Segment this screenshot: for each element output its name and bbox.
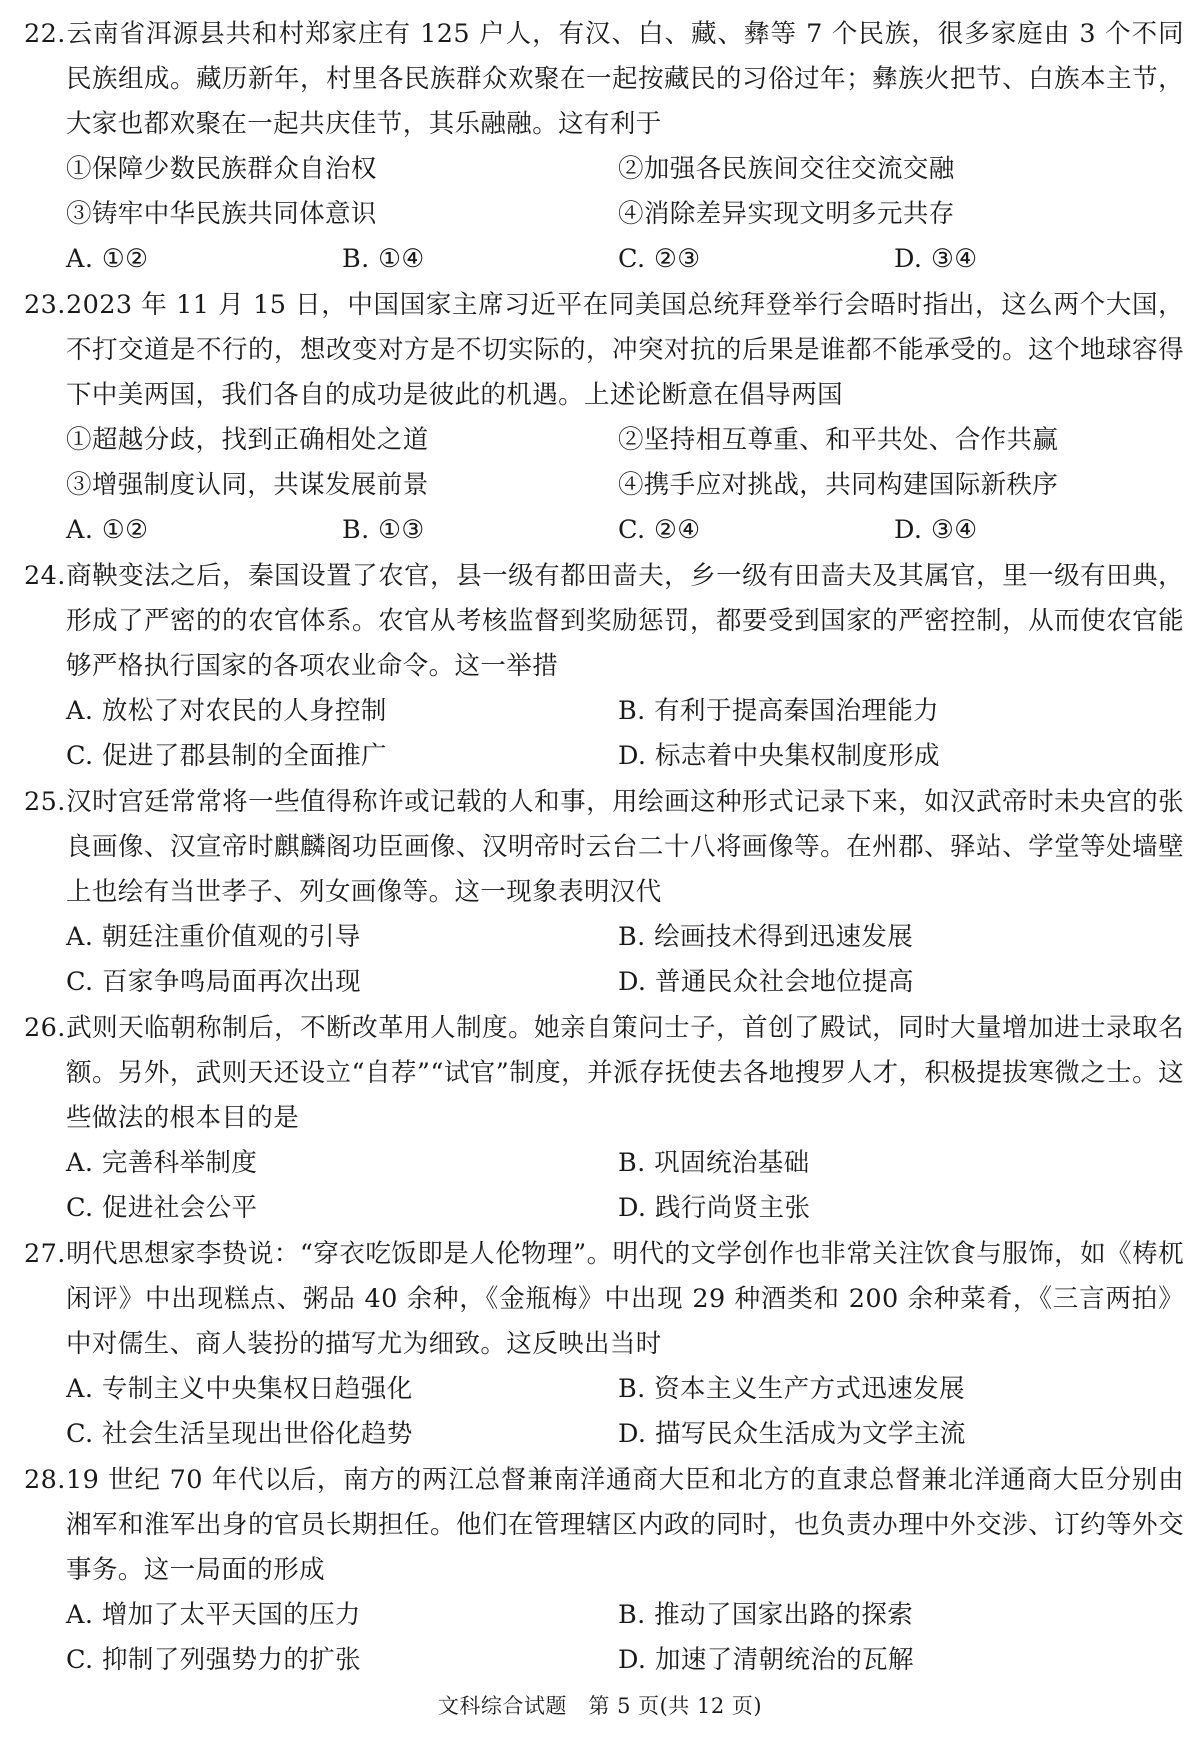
stem-text: 汉时宫廷常常将一些值得称许或记载的人和事，用绘画这种形式记录下来，如汉武帝时未央宫的张良画像、汉宣帝时麒麟阁功臣画像、汉明帝时云台二十八将画像等。在州郡、驿站、学堂等处墙壁上也绘有当世孝子、列女画像等。这一现象表明汉代: [66, 787, 1184, 907]
option-d: D. 描写民众生活成为文学主流: [618, 1419, 966, 1449]
option-row: [24, 960, 1184, 1005]
option-b: B. 绘画技术得到迅速发展: [618, 922, 914, 952]
option-d: D. 标志着中央集权制度形成: [618, 741, 940, 771]
option-c: C. 社会生活呈现出世俗化趋势: [66, 1419, 413, 1449]
question-stem: [24, 283, 1184, 418]
question-27: [24, 1232, 1184, 1457]
option-c: C. 促进社会公平: [66, 1193, 258, 1223]
question-number: 24.: [24, 561, 66, 591]
option-row: [24, 508, 1184, 553]
question-stem: [24, 1458, 1184, 1593]
option-b: B. 巩固统治基础: [618, 1148, 810, 1178]
stem-text: 2023 年 11 月 15 日，中国国家主席习近平在同美国总统拜登举行会晤时指出，这么两个大国，不打交道是不行的，想改变对方是不切实际的，冲突对抗的后果是谁都不能承受的。这个地球容得下中美两国，我们各自的成功是彼此的机遇。上述论断意在倡导两国: [66, 290, 1184, 410]
statement-row: [24, 147, 1184, 192]
statement: ②加强各民族间交往交流交融: [618, 154, 955, 184]
question-25: [24, 780, 1184, 1005]
statement: ④携手应对挑战，共同构建国际新秩序: [618, 470, 1059, 500]
question-number: 27.: [24, 1239, 66, 1269]
option-row: [24, 1141, 1184, 1186]
question-number: 25.: [24, 787, 66, 817]
option-b: B. 有利于提高秦国治理能力: [618, 696, 940, 726]
option-c: C. 抑制了列强势力的扩张: [66, 1645, 362, 1675]
option-b: B. 推动了国家出路的探索: [618, 1600, 914, 1630]
option-b: B. ①③: [342, 515, 425, 545]
option-a: A. 完善科举制度: [66, 1148, 258, 1178]
statement: ①超越分歧，找到正确相处之道: [66, 425, 429, 455]
option-a: A. 增加了太平天国的压力: [66, 1600, 361, 1630]
stem-text: 明代思想家李贽说：“穿衣吃饭即是人伦物理”。明代的文学创作也非常关注饮食与服饰，如《梼杌闲评》中出现糕点、粥品 40 余种，《金瓶梅》中出现 29 种酒类和 200 余种菜肴，《三言两拍》中对儒生、商人装扮的描写尤为细致。这反映出当时: [66, 1239, 1184, 1359]
stem-text: 19 世纪 70 年代以后，南方的两江总督兼南洋通商大臣和北方的直隶总督兼北洋通商大臣分别由湘军和淮军出身的官员长期担任。他们在管理辖区内政的同时，也负责办理中外交涉、订约等外交事务。这一局面的形成: [66, 1465, 1184, 1585]
option-d: D. 普通民众社会地位提高: [618, 967, 914, 997]
option-c: C. 促进了郡县制的全面推广: [66, 741, 387, 771]
statement: ②坚持相互尊重、和平共处、合作共赢: [618, 425, 1059, 455]
question-stem: [24, 1006, 1184, 1141]
page-footer: 文科综合试题 第 5 页(共 12 页): [437, 1694, 763, 1718]
question-number: 22.: [24, 19, 66, 49]
option-c: C. 百家争鸣局面再次出现: [66, 967, 362, 997]
question-23: [24, 283, 1184, 553]
question-stem: [24, 12, 1184, 147]
stem-text: 云南省洱源县共和村郑家庄有 125 户人，有汉、白、藏、彝等 7 个民族，很多家庭由 3 个不同民族组成。藏历新年，村里各民族群众欢聚在一起按藏民的习俗过年；彝族火把节、白族本主节，大家也都欢聚在一起共庆佳节，其乐融融。这有利于: [66, 19, 1184, 139]
option-a: A. 专制主义中央集权日趋强化: [66, 1374, 413, 1404]
option-c: C. ②③: [618, 244, 701, 274]
option-a: A. 放松了对农民的人身控制: [66, 696, 387, 726]
question-26: [24, 1006, 1184, 1231]
question-28: [24, 1458, 1184, 1683]
option-d: D. 践行尚贤主张: [618, 1193, 811, 1223]
stem-text: 武则天临朝称制后，不断改革用人制度。她亲自策问士子，首创了殿试，同时大量增加进士录取名额。另外，武则天还设立“自荐”“试官”制度，并派存抚使去各地搜罗人才，积极提拔寒微之士。这些做法的根本目的是: [66, 1013, 1184, 1133]
statement: ①保障少数民族群众自治权: [66, 154, 377, 184]
question-24: [24, 554, 1184, 779]
statement: ③铸牢中华民族共同体意识: [66, 199, 377, 229]
option-a: A. 朝廷注重价值观的引导: [66, 922, 361, 952]
question-stem: [24, 554, 1184, 689]
option-a: A. ①②: [66, 515, 149, 545]
option-row: [24, 734, 1184, 779]
option-row: [24, 689, 1184, 734]
question-number: 28.: [24, 1465, 66, 1495]
option-row: [24, 1593, 1184, 1638]
option-row: [24, 915, 1184, 960]
question-22: [24, 12, 1184, 282]
stem-text: 商鞅变法之后，秦国设置了农官，县一级有都田啬夫，乡一级有田啬夫及其属官，里一级有田典，形成了严密的的农官体系。农官从考核监督到奖励惩罚，都要受到国家的严密控制，从而使农官能够严格执行国家的各项农业命令。这一举措: [66, 561, 1184, 681]
statement-row: [24, 418, 1184, 463]
question-number: 23.: [24, 290, 66, 320]
option-b: B. 资本主义生产方式迅速发展: [618, 1374, 965, 1404]
question-stem: [24, 1232, 1184, 1367]
option-row: [24, 1367, 1184, 1412]
option-b: B. ①④: [342, 244, 425, 274]
option-row: [24, 1186, 1184, 1231]
statement: ③增强制度认同，共谋发展前景: [66, 470, 429, 500]
option-row: [24, 237, 1184, 282]
question-stem: [24, 780, 1184, 915]
statement-row: [24, 192, 1184, 237]
option-a: A. ①②: [66, 244, 149, 274]
option-c: C. ②④: [618, 515, 701, 545]
option-row: [24, 1638, 1184, 1683]
statement: ④消除差异实现文明多元共存: [618, 199, 955, 229]
option-d: D. ③④: [894, 515, 978, 545]
statement-row: [24, 463, 1184, 508]
question-number: 26.: [24, 1013, 66, 1043]
option-d: D. ③④: [894, 244, 978, 274]
option-row: [24, 1412, 1184, 1457]
option-d: D. 加速了清朝统治的瓦解: [618, 1645, 914, 1675]
